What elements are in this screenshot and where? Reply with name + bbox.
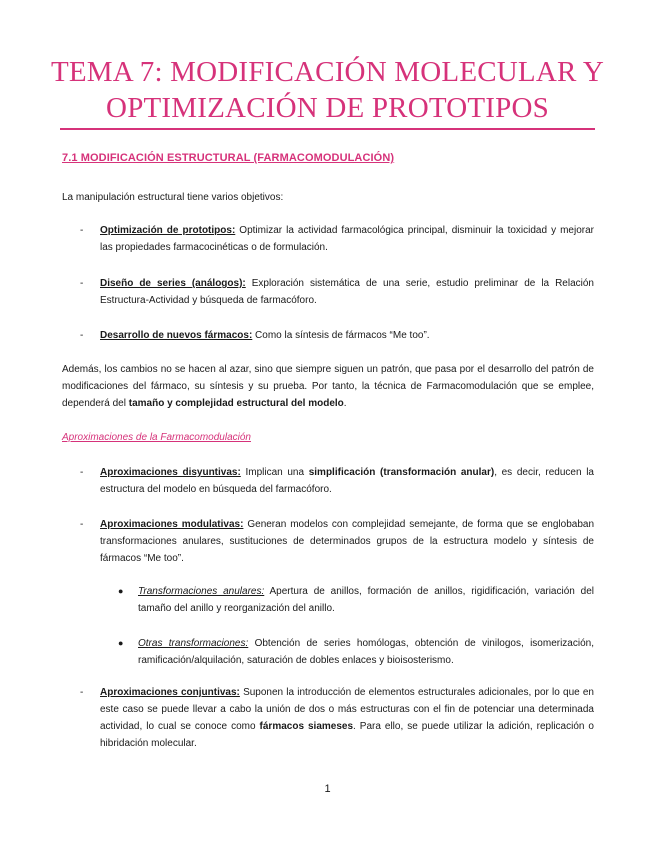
dash-marker: - xyxy=(80,687,84,698)
bullet-marker: ● xyxy=(118,586,124,596)
approach-bold: fármacos siameses xyxy=(259,721,354,732)
objective-term: Optimización de prototipos: xyxy=(100,225,236,236)
dash-marker: - xyxy=(80,467,84,478)
approach-text: Generan modelos con complejidad semejante, de forma que se englobaban transformaciones anulares, sustituciones de determinados grupos de la estructura modelo y síntesis de fármacos “Me too”. xyxy=(100,519,595,564)
body-paragraph xyxy=(62,361,594,412)
objective-text: Como la síntesis de fármacos “Me too”. xyxy=(252,330,430,341)
paragraph-end: . xyxy=(343,398,347,409)
dash-marker: - xyxy=(80,225,84,236)
sub-bullet-term: Transformaciones anulares: xyxy=(138,586,265,597)
approach-term: Aproximaciones conjuntivas: xyxy=(100,687,240,698)
page-title xyxy=(40,54,615,126)
approach-text: Suponen la introducción de elementos estructurales adicionales, por lo que en este caso se puede llevar a cabo la unión de dos o más estructuras con el fin de potenciar una determinada actividad, lo cual se conoce como xyxy=(100,687,594,732)
approach-item xyxy=(62,464,594,498)
approach-item xyxy=(62,684,594,752)
paragraph-bold: tamaño y complejidad estructural del modelo xyxy=(128,398,344,409)
approach-term: Aproximaciones disyuntivas: xyxy=(100,467,241,478)
objective-item xyxy=(62,327,594,344)
objective-text: Optimizar la actividad farmacológica principal, disminuir la toxicidad y mejorar las propiedades farmacocinéticas o de formulación. xyxy=(100,225,595,253)
intro-text: La manipulación estructural tiene varios objetivos: xyxy=(62,192,284,203)
objective-term: Diseño de series (análogos): xyxy=(100,278,246,289)
sub-bullet-item xyxy=(62,635,594,669)
sub-bullet-text: Obtención de series homólogas, obtención de vinilogos, isomerización, ramificación/alquilación, saturación de dobles enlaces y bioisosterismo. xyxy=(138,638,594,666)
dash-marker: - xyxy=(80,278,84,289)
sub-bullet-term: Otras transformaciones: xyxy=(138,638,249,649)
objective-term: Desarrollo de nuevos fármacos: xyxy=(100,330,253,341)
approach-text: Implican una xyxy=(240,467,309,478)
sub-bullet-item xyxy=(62,583,594,617)
approach-text-end: , es decir, reducen la estructura del modelo en búsqueda del farmacóforo. xyxy=(100,467,594,495)
sub-bullet-text: Apertura de anillos, formación de anillos, rigidificación, variación del tamaño del anillo y reorganización del anillo. xyxy=(138,586,594,614)
section-heading: 7.1 MODIFICACIÓN ESTRUCTURAL (FARMACOMODULACIÓN) xyxy=(62,152,395,164)
approach-term: Aproximaciones modulativas: xyxy=(100,519,244,530)
approach-text-end: . Para ello, se puede utilizar la adición, replicación o hibridación molecular. xyxy=(100,721,594,749)
paragraph-text: Además, los cambios no se hacen al azar, sino que siempre siguen un patrón, que pasa por el desarrollo del patrón de modificaciones del fármaco, su síntesis y su prueba. Por tanto, la técnica de Farmacomodulación que se emplee, dependerá del xyxy=(62,364,594,409)
page-number: 1 xyxy=(324,783,331,795)
title-divider xyxy=(60,128,595,130)
objective-item xyxy=(62,275,594,309)
objective-item xyxy=(62,222,594,256)
dash-marker: - xyxy=(80,519,84,530)
approach-bold: simplificación (transformación anular) xyxy=(308,467,495,478)
title-line-2: OPTIMIZACIÓN DE PROTOTIPOS xyxy=(106,92,549,124)
title-line-1: TEMA 7: MODIFICACIÓN MOLECULAR Y xyxy=(50,56,605,88)
bullet-marker: ● xyxy=(118,638,124,648)
objective-text: Exploración sistemática de una serie, estudio preliminar de la Relación Estructura-Actividad y búsqueda de farmacóforo. xyxy=(100,278,594,306)
approach-item xyxy=(62,516,594,567)
subheading: Aproximaciones de la Farmacomodulación xyxy=(62,432,251,443)
dash-marker: - xyxy=(80,330,84,341)
